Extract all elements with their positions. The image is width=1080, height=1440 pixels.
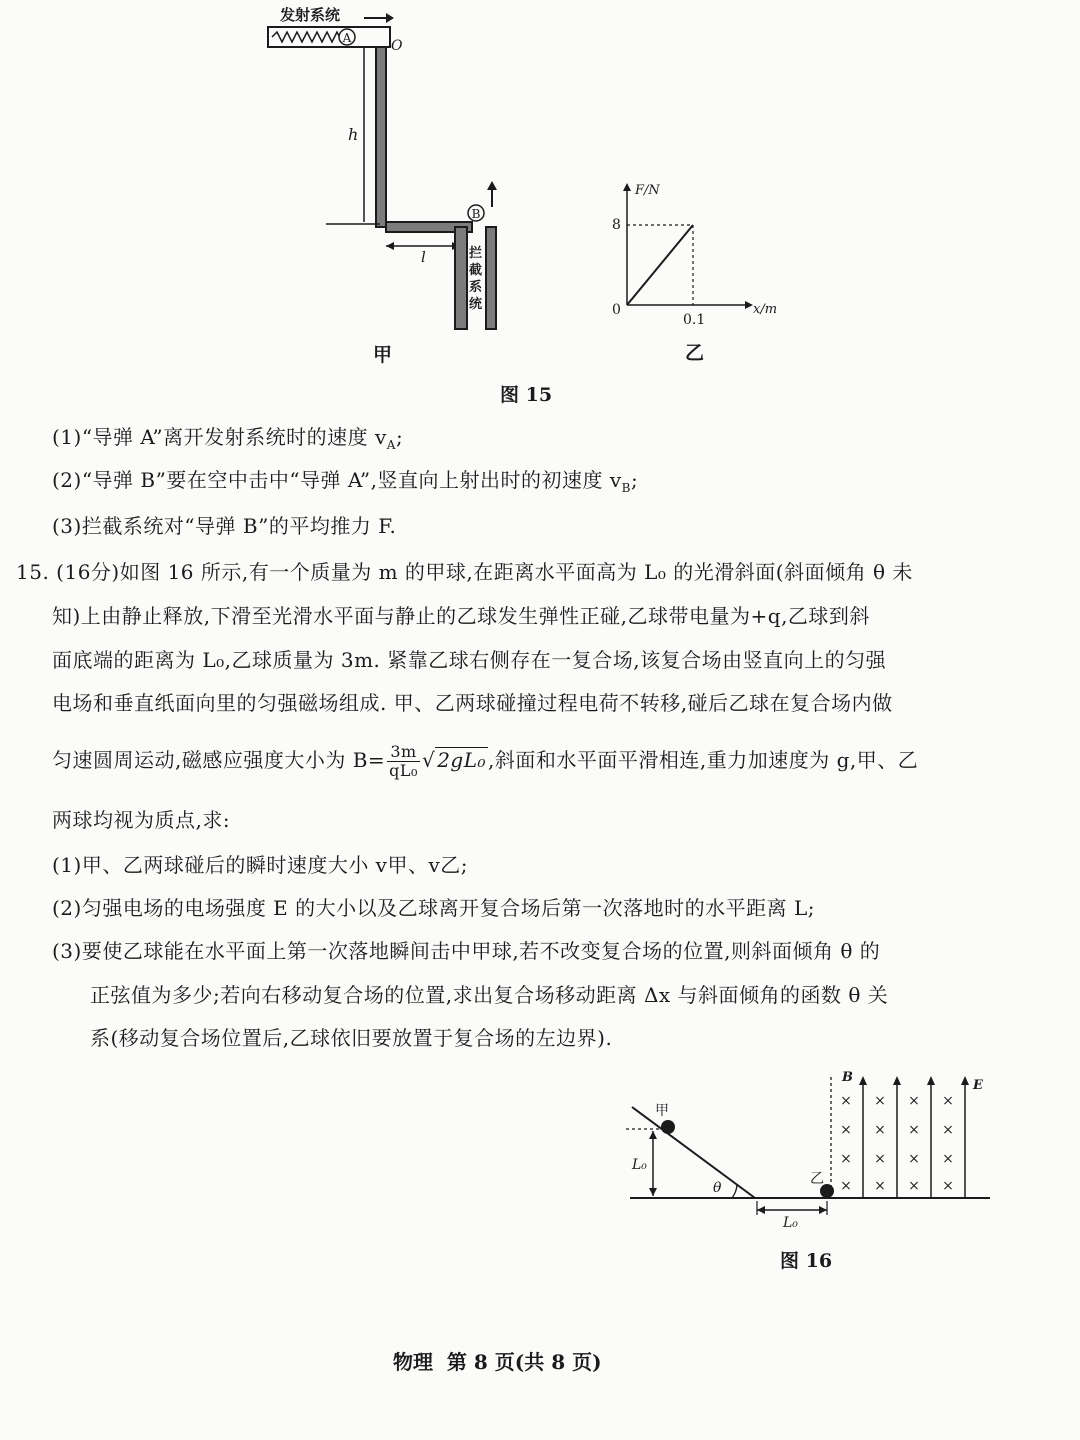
base-arrow-right	[819, 1206, 827, 1214]
q15-part-2: (2)匀强电场的电场强度 E 的大小以及乙球离开复合场后第一次落地时的水平距离 L;	[52, 896, 816, 920]
b-field-cross: ×	[908, 1178, 920, 1194]
missile-b-label: B	[471, 207, 481, 221]
b-field-cross: ×	[908, 1151, 920, 1167]
b-field-cross: ×	[874, 1122, 886, 1138]
angle-arc	[732, 1184, 737, 1198]
launch-arrowhead	[386, 13, 394, 23]
q14-part-2: (2)“导弹 B”要在空中击中“导弹 A”,竖直向上射出时的初速度 $v_B$;	[52, 468, 639, 495]
figure-15-jia	[250, 0, 530, 345]
q15-line-5-pre: 匀速圆周运动,磁感应强度大小为 B=	[52, 748, 386, 772]
e-field-arrowhead	[893, 1076, 901, 1085]
b-field-cross: ×	[840, 1178, 852, 1194]
intercept-char-1: 拦	[469, 246, 483, 261]
b-fraction-num: 3m	[387, 743, 420, 762]
ball-jia	[661, 1120, 675, 1134]
q15-line-1: 15. (16分)如图 16 所示,有一个质量为 m 的甲球,在距离水平面高为 L₀ 的光滑斜面(斜面倾角 θ 未	[16, 560, 913, 584]
origin-label: O	[391, 38, 403, 54]
q15-part-3c: 系(移动复合场位置后,乙球依旧要放置于复合场的左边界).	[90, 1026, 613, 1050]
q14-part-3: (3)拦截系统对“导弹 B”的平均推力 F.	[52, 514, 397, 538]
q15-line-2: 知)上由静止释放,下滑至光滑水平面与静止的乙球发生弹性正碰,乙球带电量为+q,乙球到斜	[52, 604, 870, 628]
q15-line-5: 匀速圆周运动,磁感应强度大小为 B= $\frac{3m}{\text{qL₀}}$ √ 2gL₀ ,斜面和水平面平滑相连,重力加速度为 g,甲、乙	[52, 742, 919, 780]
height-label: h	[348, 125, 359, 144]
origin-label: 0	[612, 302, 621, 318]
e-field-arrowhead	[961, 1076, 969, 1085]
b-field-cross: ×	[840, 1151, 852, 1167]
b-field-cross: ×	[908, 1093, 920, 1109]
b-field-cross: ×	[942, 1093, 954, 1109]
b-sqrt: 2gL₀	[437, 748, 487, 772]
q15-part-3a: (3)要使乙球能在水平面上第一次落地瞬间击中甲球,若不改变复合场的位置,则斜面倾角 θ 的	[52, 939, 881, 963]
q15-line-4: 电场和垂直纸面向里的匀强磁场组成. 甲、乙两球碰撞过程电荷不转移,碰后乙球在复合场内做	[52, 691, 893, 715]
fig15-jia-caption: 甲	[373, 344, 393, 366]
e-field-arrowhead	[859, 1076, 867, 1085]
b-field-cross: ×	[874, 1093, 886, 1109]
figure-15-yi	[595, 175, 795, 330]
x-tick-label: 0.1	[683, 312, 706, 328]
launch-system-label: 发射系统	[280, 6, 341, 24]
x-axis-arrow	[745, 301, 753, 309]
base-arrow-left	[757, 1206, 765, 1214]
page-footer: 物理 第 8 页(共 8 页)	[393, 1350, 602, 1374]
q15-line-3: 面底端的距离为 L₀,乙球质量为 3m. 紧靠乙球右侧存在一复合场,该复合场由竖直向上的匀强	[52, 648, 887, 672]
b-field-cross: ×	[874, 1178, 886, 1194]
b-field-label: B	[842, 1070, 853, 1085]
b-field-cross: ×	[840, 1122, 852, 1138]
b-fraction-den: qL₀	[389, 761, 418, 780]
ball-yi-label: 乙	[810, 1171, 824, 1187]
b-field-cross: ×	[942, 1178, 954, 1194]
fig15-caption: 图 15	[500, 384, 553, 406]
fig15-yi-caption: 乙	[685, 342, 705, 364]
q15-part-1: (1)甲、乙两球碰后的瞬时速度大小 v甲、v乙;	[52, 853, 469, 877]
b-field-cross: ×	[942, 1122, 954, 1138]
missile-b-arrowhead	[487, 181, 497, 190]
e-field-label: E	[973, 1078, 983, 1093]
q15-line-5-post: ,斜面和水平面平滑相连,重力加速度为 g,甲、乙	[488, 748, 919, 772]
q14-part-1: (1)“导弹 A”离开发射系统时的速度 $v_A$;	[52, 425, 404, 452]
intercept-char-2: 截	[469, 263, 483, 278]
distance-label: l	[421, 248, 426, 266]
height-arrow-up	[649, 1131, 657, 1139]
distance-arrow-left	[386, 242, 394, 250]
b-field-cross: ×	[908, 1122, 920, 1138]
y-axis-arrow	[623, 183, 631, 191]
height-arrow-down	[649, 1188, 657, 1196]
y-tick-label: 8	[612, 217, 621, 233]
cliff-wall	[376, 47, 386, 227]
intercept-char-4: 统	[469, 297, 483, 312]
x-axis-label: x/m	[753, 302, 778, 317]
angle-label: θ	[713, 1180, 722, 1196]
intercept-wall-left	[455, 227, 467, 329]
b-field-cross: ×	[840, 1093, 852, 1109]
b-field-cross: ×	[942, 1151, 954, 1167]
b-field-cross: ×	[874, 1151, 886, 1167]
q15-part-3b: 正弦值为多少;若向右移动复合场的位置,求出复合场移动距离 Δx 与斜面倾角的函数 θ 关	[90, 983, 889, 1007]
figure-16	[620, 1065, 1000, 1240]
spring-icon	[272, 32, 347, 42]
height-label: L₀	[632, 1157, 647, 1173]
b-fraction	[387, 743, 420, 780]
ball-jia-label: 甲	[655, 1103, 669, 1119]
force-line	[627, 225, 693, 305]
q15-line-6: 两球均视为质点,求:	[52, 808, 231, 832]
intercept-char-3: 系	[469, 280, 483, 295]
e-field-arrowhead	[927, 1076, 935, 1085]
base-label: L₀	[783, 1215, 798, 1231]
missile-a-label: A	[342, 31, 352, 45]
intercept-wall-right	[486, 227, 496, 329]
fig16-caption: 图 16	[780, 1250, 833, 1272]
y-axis-label: F/N	[635, 183, 660, 198]
